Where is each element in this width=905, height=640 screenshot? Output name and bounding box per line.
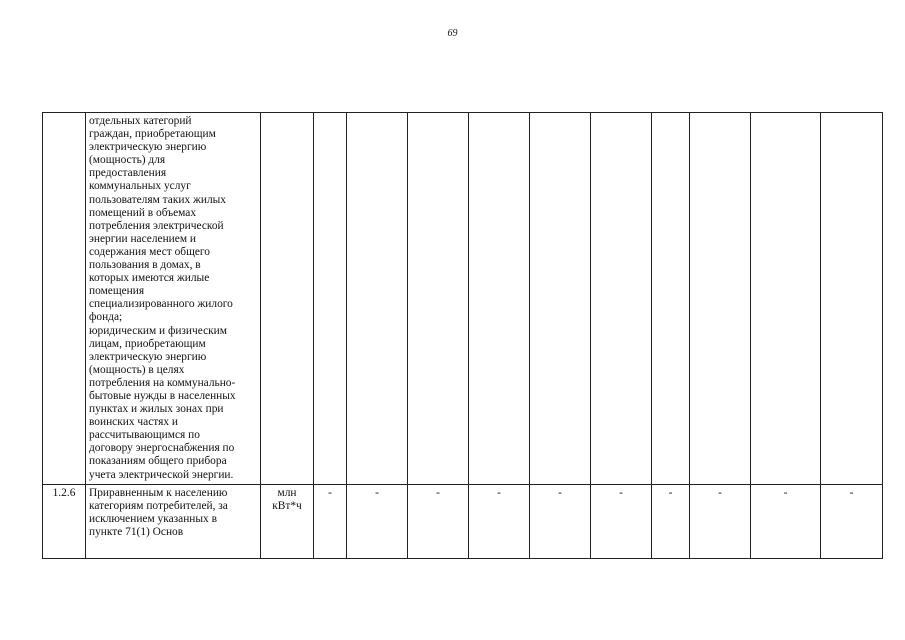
unit-cell bbox=[261, 113, 314, 485]
description-line: договору энергоснабжения по bbox=[89, 442, 235, 455]
description-cell bbox=[86, 484, 261, 558]
description-line: категориям потребителей, за bbox=[89, 499, 228, 512]
value-cell: - bbox=[314, 484, 347, 558]
value-cell: - bbox=[347, 484, 408, 558]
value-cell bbox=[690, 113, 751, 485]
description-line: учета электрической энергии. bbox=[89, 468, 234, 481]
description-line: фонда; bbox=[89, 311, 123, 324]
description-line: граждан, приобретающим bbox=[89, 128, 216, 141]
value-cell bbox=[591, 113, 652, 485]
value-cell bbox=[314, 113, 347, 485]
description-line: предоставления bbox=[89, 167, 167, 180]
description-line: лицам, приобретающим bbox=[89, 337, 206, 350]
description-line: специализированного жилого bbox=[89, 298, 233, 311]
value-cell: - bbox=[469, 484, 530, 558]
value-cell: - bbox=[530, 484, 591, 558]
description-line: пользователям таких жилых bbox=[89, 193, 226, 206]
value-cell bbox=[652, 113, 690, 485]
description-line: энергии населением и bbox=[89, 232, 196, 245]
unit-line: млн bbox=[277, 486, 297, 499]
description-line: помещений в объемах bbox=[89, 206, 197, 219]
description-line: пункте 71(1) Основ bbox=[89, 525, 184, 538]
table-row bbox=[43, 113, 883, 485]
value-cell: - bbox=[751, 484, 821, 558]
value-cell bbox=[821, 113, 883, 485]
value-cell bbox=[530, 113, 591, 485]
value-cell: - bbox=[652, 484, 690, 558]
value-cell: - bbox=[690, 484, 751, 558]
tariff-table bbox=[42, 112, 883, 559]
description-line: (мощность) в целях bbox=[89, 363, 185, 376]
description-line: содержания мест общего bbox=[89, 245, 211, 258]
description-line: отдельных категорий bbox=[89, 115, 192, 127]
value-cell: - bbox=[821, 484, 883, 558]
value-cell: - bbox=[408, 484, 469, 558]
description-line: пользования в домах, в bbox=[89, 259, 201, 272]
value-cell bbox=[469, 113, 530, 485]
value-cell bbox=[751, 113, 821, 485]
description-line: воинских частях и bbox=[89, 416, 178, 429]
unit-line: кВт*ч bbox=[272, 499, 302, 512]
description-line: которых имеются жилые bbox=[89, 272, 210, 285]
description-line: рассчитывающимся по bbox=[89, 429, 200, 442]
value-cell: - bbox=[591, 484, 652, 558]
description-line: электрическую энергию bbox=[89, 350, 207, 363]
description-line: показаниям общего прибора bbox=[89, 455, 227, 468]
description-line: помещения bbox=[89, 285, 145, 298]
description-line: электрическую энергию bbox=[89, 141, 207, 154]
description-line: коммунальных услуг bbox=[89, 180, 191, 193]
description-line: пунктах и жилых зонах при bbox=[89, 403, 224, 416]
value-cell bbox=[347, 113, 408, 485]
description-line: Приравненным к населению bbox=[89, 486, 228, 499]
description-line: потребления электрической bbox=[89, 219, 224, 232]
row-number-cell: 1.2.6 bbox=[43, 484, 86, 558]
value-cell bbox=[408, 113, 469, 485]
table-row bbox=[43, 484, 883, 558]
description-line: бытовые нужды в населенных bbox=[89, 389, 236, 402]
description-line: исключением указанных в bbox=[89, 512, 217, 525]
description-line: потребления на коммунально- bbox=[89, 376, 236, 389]
description-line: (мощность) для bbox=[89, 154, 166, 167]
row-number-cell bbox=[43, 113, 86, 485]
description-cell bbox=[86, 113, 261, 485]
unit-cell bbox=[261, 484, 314, 558]
page-number: 69 bbox=[447, 28, 458, 39]
description-line: юридическим и физическим bbox=[89, 324, 227, 337]
